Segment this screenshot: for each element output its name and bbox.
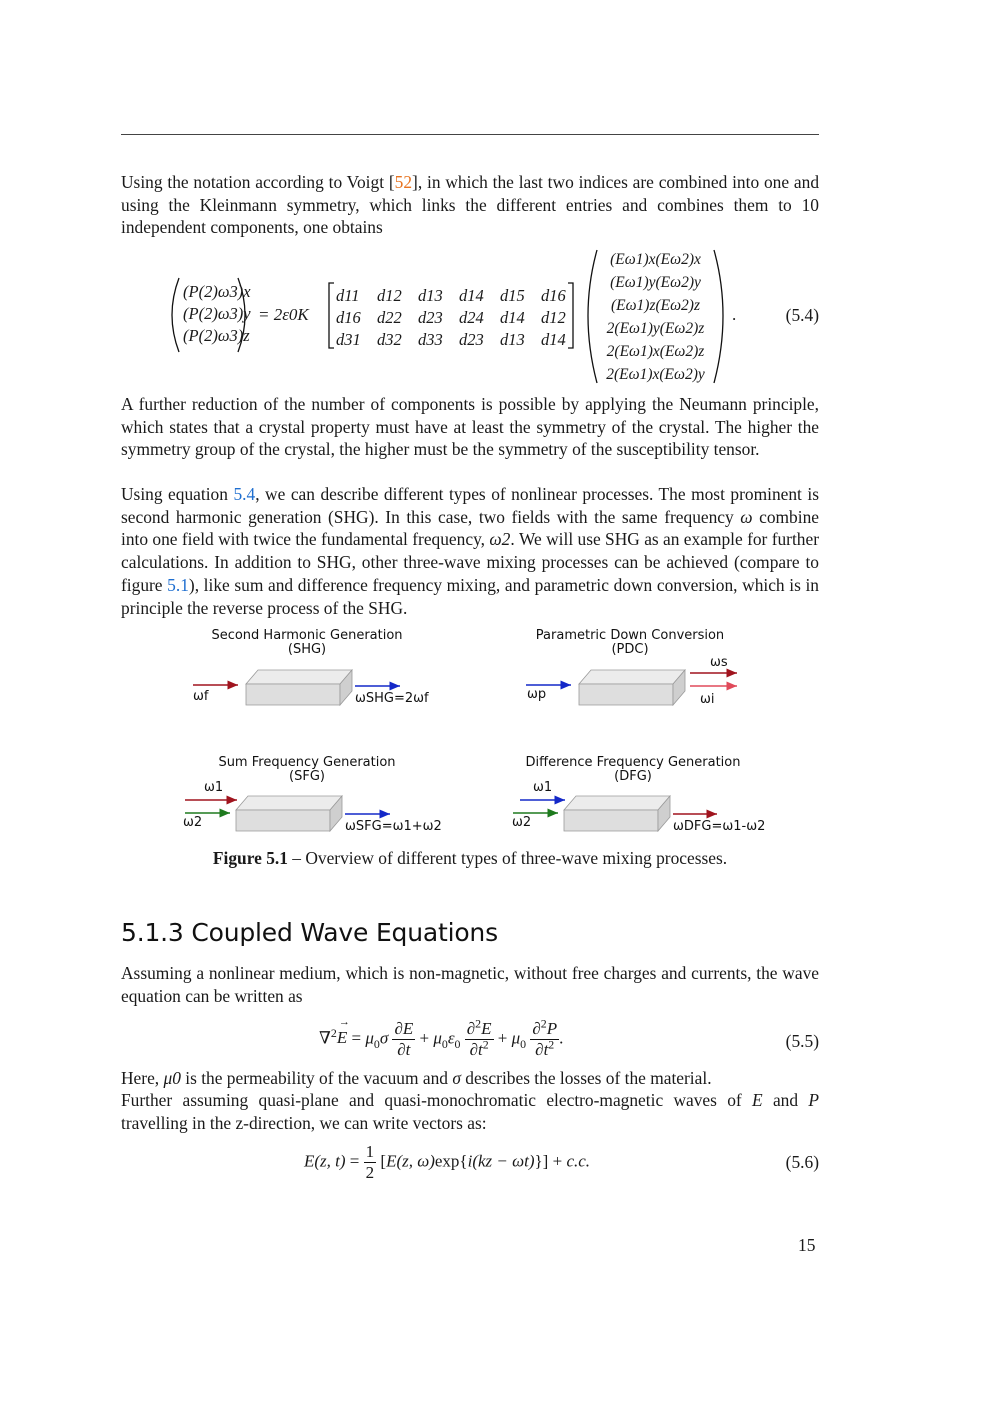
vector-entry: 2(Eω1)x(Eω2)z [606,343,705,360]
sigma-symbol: σ [452,1068,461,1088]
matrix-cell: d23 [418,308,443,327]
omega-symbol: ω [740,506,753,527]
matrix-cell: d32 [377,330,402,349]
vector-entry: 2(Eω1)x(Eω2)y [606,366,705,383]
para3-text: ), like sum and difference frequency mixing, and parametric down conversion, which is in principle the reverse process of the SHG. [121,574,820,618]
matrix-cell: d23 [459,330,484,349]
shg-in-label: ωf [193,689,209,704]
matrix-cell: d11 [336,286,360,305]
e-vector-symbol: E [752,1090,763,1110]
pdc-crystal [579,670,685,705]
eq54-coefficient: = 2ε0K [258,305,309,324]
citation-link[interactable]: 52 [394,172,413,192]
matrix-row [336,307,582,329]
paragraph-3 [121,483,819,619]
para6-text: Further assuming quasi-plane and quasi-monochromatic electro-magnetic waves of [121,1090,753,1110]
para1-text-b: ], in which the last two indices are combined into one and using the Kleinmann symmetry, which links the different entries and combines them to 10 independent components, one obtains [121,172,820,238]
equation-ref-link[interactable]: 5.4 [233,484,256,504]
matrix-cell: d15 [500,286,525,305]
para1-text-a: Using the notation according to Voigt [ [121,172,395,192]
dfg-title [503,756,763,784]
shg-title [187,629,427,657]
header-rule [121,134,819,135]
sfg-out-label: ωSFG=ω1+ω2 [345,819,442,834]
para3-text: . We will use SHG as an example for further calculations. In addition to SHG, other three-wave mixing processes can be achieved (compare to figure [121,529,820,595]
para6-text: and [762,1090,809,1110]
matrix-cell: d16 [336,308,361,327]
eq54-vector [597,248,714,386]
matrix-row [336,285,582,307]
matrix-cell: d16 [541,286,566,305]
paragraph-2 [121,393,819,461]
dfg-out-label: ωDFG=ω1-ω2 [673,819,766,834]
matrix-cell: d24 [459,308,484,327]
omega2-symbol: ω2 [489,529,511,550]
para3-text: , we can describe different types of nonlinear processes. The most prominent is second harmonic generation (SHG). In this case, two fields with the same frequency [121,484,819,527]
panel-abbr: (DFG) [614,769,652,784]
figure-ref-link[interactable]: 5.1 [167,574,189,595]
section-number: 5.1.3 [121,918,184,947]
eq55-body: ∇$^2$E → = $\mu_0\sigma$ $\frac{\partial E}{\partial t}$ + $\mu_0\varepsilon_0$ $\frac{\partial^2E}{\partial t^2}$ + $\mu_0$ $\frac{\partial^2P}{\partial t^2}$ . [319,1016,564,1059]
equation-number-5-4: (5.4) [785,305,819,325]
panel-abbr: (PDC) [611,642,649,657]
panel-title: Sum Frequency Generation [218,755,396,770]
dfg-crystal [564,796,670,831]
shg-out-label: ωSHG=2ωf [355,691,429,706]
vector-entry: (Eω1)y(Eω2)y [610,274,701,291]
eq54-lhs-x: (P(2)ω3)x [183,282,251,301]
paragraph-1 [121,171,819,239]
panel-title: Difference Frequency Generation [525,755,741,770]
para4-text: Assuming a nonlinear medium, which is non-magnetic, without free charges and currents, the wave equation can be written as [121,963,819,1006]
paragraph-6 [121,1089,819,1134]
vector-entry: (Eω1)z(Eω2)z [610,297,701,314]
para6-text: travelling in the z-direction, we can write vectors as: [121,1112,487,1133]
matrix-cell: d12 [541,308,566,327]
eq54-lhs-y: (P(2)ω3)y [183,304,251,323]
para2-text: A further reduction of the number of components is possible by applying the Neumann principle, which states that a crystal property must have at least the symmetry of the crystal. The higher the symmetry group of the crystal, the higher must be the symmetry of the susceptibility tensor. [121,394,819,460]
equation-5-5 [121,1013,819,1067]
page-number: 15 [798,1235,816,1255]
pdc-signal-label: ωs [710,655,728,670]
matrix-row [336,329,582,351]
para3-text: combine into one field with twice the fundamental frequency, [121,506,819,550]
sfg-in2-label: ω2 [183,815,203,830]
panel-abbr: (SHG) [287,642,327,657]
pdc-title [510,629,750,657]
matrix-cell: d14 [459,286,484,305]
panel-title: Second Harmonic Generation [211,628,403,643]
matrix-cell: d13 [418,286,443,305]
matrix-cell: d31 [336,330,361,349]
dfg-in1-label: ω1 [533,780,553,795]
matrix-cell: d22 [377,308,402,327]
para5-text: is the permeability of the vacuum and [180,1068,453,1088]
equation-5-4 [121,245,819,390]
para5-text: describes the losses of the material. [460,1068,712,1088]
sfg-crystal [236,796,342,831]
equation-number-5-6: (5.6) [785,1152,819,1172]
matrix-cell: d12 [377,286,402,305]
panel-title: Parametric Down Conversion [535,628,725,643]
section-title: Coupled Wave Equations [191,918,498,947]
caption-text: – Overview of different types of three-wave mixing processes. [287,848,728,868]
vector-entry: (Eω1)x(Eω2)x [610,251,701,268]
eq54-period: . [732,305,737,324]
matrix-cell: d14 [541,330,566,349]
vector-entry: 2(Eω1)y(Eω2)z [606,320,705,337]
eq54-lhs [183,281,251,347]
equation-5-6 [121,1138,819,1186]
section-heading [121,918,498,947]
eq54-matrix [336,285,582,351]
dfg-in2-label: ω2 [512,815,532,830]
caption-label: Figure 5.1 [212,848,288,868]
paragraph-5 [121,1067,819,1090]
paragraph-4 [121,962,819,1007]
sfg-title [187,756,427,784]
p-vector-symbol: P [808,1090,819,1110]
pdc-idler-label: ωi [700,692,715,707]
matrix-cell: d14 [500,308,525,327]
shg-crystal [246,670,352,705]
para5-text: Here, [121,1068,164,1088]
sfg-in1-label: ω1 [204,780,224,795]
equation-number-5-5: (5.5) [785,1031,819,1051]
para3-text: Using equation [121,484,234,504]
eq56-body: E(z, t) = $\frac{1}{2}$ [E(z, ω)exp{i(kz − ωt)}] + c.c. [304,1142,591,1182]
panel-abbr: (SFG) [289,769,325,784]
eq54-lhs-z: (P(2)ω3)z [183,326,250,345]
pdc-in-label: ωp [527,687,547,702]
matrix-cell: d33 [418,330,443,349]
mu0-symbol: μ0 [163,1068,181,1088]
matrix-cell: d13 [500,330,525,349]
figure-caption [121,848,819,869]
